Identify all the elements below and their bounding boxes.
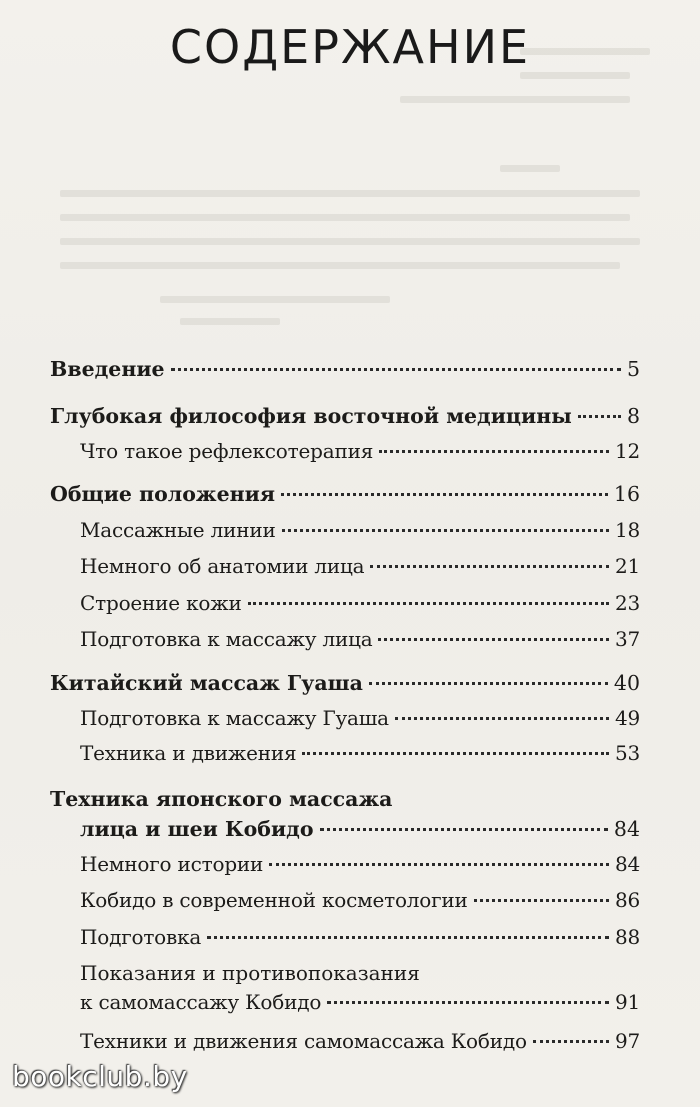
toc-entry-label-line1: Техника японского массажа (50, 787, 393, 811)
toc-entry-page: 18 (614, 518, 640, 542)
toc-entry-label: Техники и движения самомассажа Кобидо (80, 1029, 527, 1053)
bleed-through-text (60, 214, 630, 221)
bleed-through-text (60, 262, 620, 269)
dot-leader (327, 1001, 609, 1004)
toc-entry (50, 670, 640, 696)
toc-entry-page: 40 (613, 671, 640, 695)
dot-leader (578, 415, 621, 418)
bleed-through-text (180, 318, 280, 325)
dot-leader (207, 936, 609, 939)
dot-leader (378, 638, 608, 641)
dot-leader (379, 450, 609, 453)
bleed-through-text (160, 296, 390, 303)
toc-entry-page: 37 (614, 627, 640, 651)
dot-leader (395, 717, 609, 720)
dot-leader (474, 899, 609, 902)
bleed-through-text (400, 96, 630, 103)
toc-entry-label: Китайский массаж Гуаша (50, 671, 363, 695)
toc-entry-label: Кобидо в современной косметологии (80, 888, 468, 912)
toc-entry (50, 403, 640, 429)
bleed-through-text (60, 238, 640, 245)
toc-entry-label: Немного об анатомии лица (80, 554, 365, 578)
toc-entry-label: Подготовка к массажу лица (80, 627, 373, 651)
dot-leader (248, 602, 609, 605)
toc-entry (50, 356, 640, 382)
toc-entry (80, 816, 640, 842)
toc-subentry (80, 438, 640, 464)
toc-entry-page: 91 (614, 990, 640, 1014)
watermark: bookclub.by (12, 1060, 188, 1093)
toc-subentry (80, 887, 640, 913)
dot-leader (282, 529, 609, 532)
toc-entry-label: Общие положения (50, 482, 275, 506)
dot-leader (533, 1040, 609, 1043)
bleed-through-text (60, 190, 640, 197)
toc-entry-page: 84 (614, 852, 640, 876)
toc-entry-page: 49 (614, 706, 640, 730)
toc-entry-page: 53 (614, 741, 640, 765)
toc-entry-page: 23 (614, 591, 640, 615)
toc-entry-page: 86 (614, 888, 640, 912)
bleed-through-text (500, 165, 560, 172)
dot-leader (369, 682, 608, 685)
toc-entry-page: 5 (626, 357, 640, 381)
toc-entry (50, 481, 640, 507)
dot-leader (171, 368, 621, 371)
toc-subentry (80, 740, 640, 766)
toc-subentry (80, 989, 640, 1015)
toc-entry-label: Подготовка к массажу Гуаша (80, 706, 389, 730)
toc-subentry (80, 924, 640, 950)
toc-entry-page: 97 (614, 1029, 640, 1053)
toc-subentry (80, 590, 640, 616)
dot-leader (269, 863, 609, 866)
toc-subentry (80, 1028, 640, 1054)
toc-entry-label: Введение (50, 357, 165, 381)
toc-entry-label-line1: Показания и противопоказания (80, 961, 420, 985)
toc-entry-label: к самомассажу Кобидо (80, 990, 322, 1014)
dot-leader (320, 828, 608, 831)
toc-entry-page: 12 (614, 439, 640, 463)
dot-leader (370, 565, 609, 568)
toc-entry-page: 8 (626, 404, 640, 428)
toc-entry-label: Подготовка (80, 925, 202, 949)
page-title: СОДЕРЖАНИЕ (169, 20, 531, 74)
toc-entry-page: 21 (614, 554, 640, 578)
toc-entry-label: Немного истории (80, 852, 264, 876)
toc-subentry (80, 626, 640, 652)
toc-entry-page: 84 (613, 817, 640, 841)
dot-leader (302, 752, 609, 755)
toc-entry-label: Техника и движения (80, 741, 297, 765)
toc-entry-label: Массажные линии (80, 518, 276, 542)
toc-subentry (80, 517, 640, 543)
toc-entry-page: 16 (613, 482, 640, 506)
toc-subentry (80, 553, 640, 579)
toc-entry-label: Что такое рефлексотерапия (80, 439, 374, 463)
toc-entry-label: лица и шеи Кобидо (80, 817, 314, 841)
toc-entry-page: 88 (614, 925, 640, 949)
toc-subentry (80, 851, 640, 877)
toc-entry-label: Глубокая философия восточной медицины (50, 404, 572, 428)
toc-subentry (80, 705, 640, 731)
toc-entry-label: Строение кожи (80, 591, 242, 615)
dot-leader (281, 493, 608, 496)
